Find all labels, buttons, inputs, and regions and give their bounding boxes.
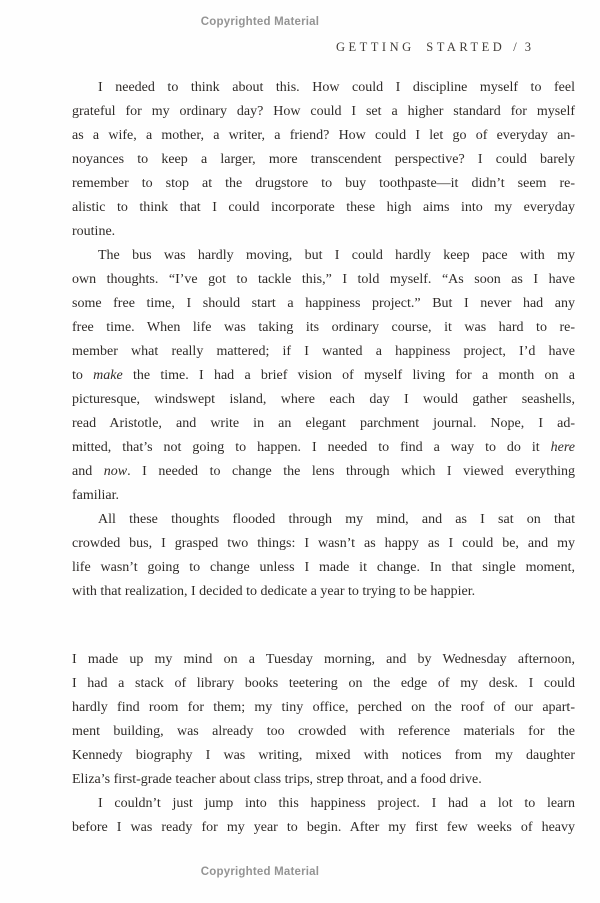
text-line: grateful for my ordinary day? How could I set a higher standard for myself — [72, 104, 575, 119]
text-line: routine. — [72, 224, 116, 239]
running-header-separator: / — [513, 40, 517, 54]
text-line: before I was ready for my year to begin. After my first few weeks of heavy — [72, 820, 575, 835]
text-line: I made up my mind on a Tuesday morning, and by Wednesday afternoon, — [72, 652, 575, 667]
copyright-notice-bottom: Copyrighted Material — [200, 866, 320, 878]
paragraph — [72, 792, 575, 840]
text-line: picturesque, windswept island, where each day I would gather seashells, — [72, 392, 575, 407]
text-line: to make the time. I had a brief vision of myself living for a month on a — [72, 368, 576, 383]
text-line: alistic to think that I could incorporate these high aims into my everyday — [72, 200, 575, 215]
text-line: I needed to think about this. How could I discipline myself to feel — [98, 80, 575, 95]
text-line: noyances to keep a larger, more transcendent perspective? I could barely — [72, 152, 575, 167]
text-line: crowded bus, I grasped two things: I wasn’t as happy as I could be, and my — [72, 536, 575, 551]
text-line: I had a stack of library books teetering on the edge of my desk. I could — [72, 676, 575, 691]
running-header-chapter-title: GETTING STARTED — [335, 40, 506, 54]
text-line: read Aristotle, and write in an elegant parchment journal. Nope, I ad- — [72, 416, 575, 431]
text-line: ment building, was already too crowded with reference materials for the — [72, 724, 575, 739]
running-header — [336, 40, 531, 55]
text-line: and now. I needed to change the lens through which I viewed everything — [72, 464, 575, 479]
paragraph — [72, 76, 575, 244]
text-line: remember to stop at the drugstore to buy toothpaste—it didn’t seem re- — [72, 176, 575, 191]
text-line: The bus was hardly moving, but I could hardly keep pace with my — [98, 248, 575, 263]
text-line: life wasn’t going to change unless I made it change. In that single moment, — [72, 560, 575, 575]
text-line: familiar. — [72, 488, 120, 503]
text-line: I couldn’t just jump into this happiness project. I had a lot to learn — [98, 796, 575, 811]
text-line: with that realization, I decided to dedicate a year to trying to be happier. — [72, 584, 476, 599]
text-line: member what really mattered; if I wanted a happiness project, I’d have — [72, 344, 575, 359]
text-line: mitted, that’s not going to happen. I needed to find a way to do it here — [72, 440, 575, 455]
text-line: All these thoughts flooded through my mind, and as I sat on that — [98, 512, 575, 527]
text-line: some free time, I should start a happiness project.” But I never had any — [72, 296, 575, 311]
text-line: as a wife, a mother, a writer, a friend? How could I let go of everyday an- — [72, 128, 575, 143]
page-number: 3 — [524, 40, 531, 54]
copyright-notice-top: Copyrighted Material — [200, 16, 320, 28]
paragraph — [72, 244, 575, 508]
text-line: own thoughts. “I’ve got to tackle this,” I told myself. “As soon as I have — [72, 272, 575, 287]
text-line: Kennedy biography I was writing, mixed with notices from my daughter — [72, 748, 575, 763]
page-body-text — [72, 76, 575, 840]
paragraph — [72, 648, 575, 792]
text-line: Eliza’s first-grade teacher about class trips, strep throat, and a food drive. — [72, 772, 482, 787]
paragraph — [72, 508, 575, 604]
text-line: free time. When life was taking its ordinary course, it was hard to re- — [72, 320, 575, 335]
text-line: hardly find room for them; my tiny office, perched on the roof of our apart- — [72, 700, 575, 715]
